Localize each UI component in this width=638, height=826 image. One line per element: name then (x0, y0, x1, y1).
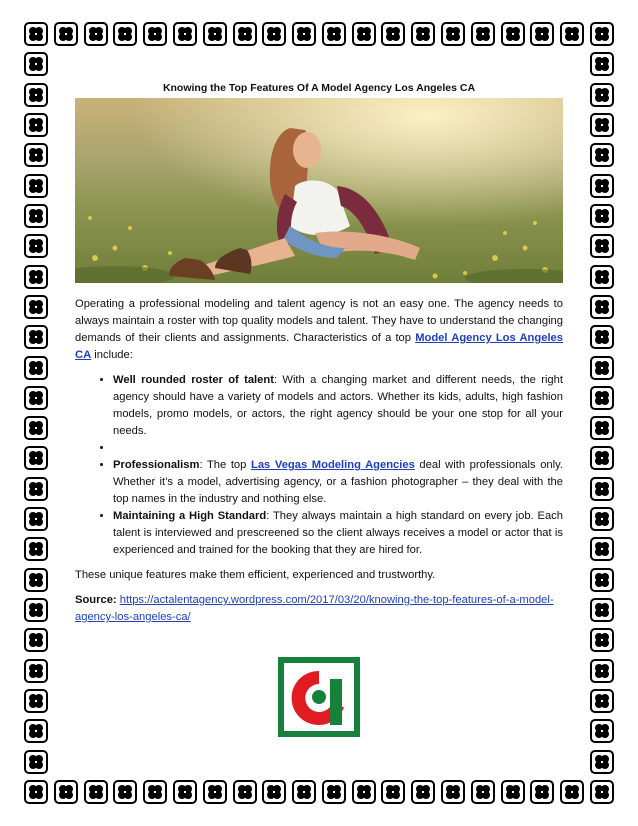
clover-tile-icon (24, 325, 48, 349)
clover-tile-icon (381, 780, 405, 804)
clover-tile-icon (560, 22, 584, 46)
clover-tile-icon (24, 537, 48, 561)
clover-tile-icon (590, 386, 614, 410)
clover-tile-icon (590, 113, 614, 137)
clover-tile-icon (24, 113, 48, 137)
clover-tile-icon (590, 52, 614, 76)
clover-tile-icon (143, 22, 167, 46)
clover-tile-icon (24, 386, 48, 410)
clover-tile-icon (501, 780, 525, 804)
clover-tile-icon (262, 22, 286, 46)
clover-tile-icon (24, 265, 48, 289)
clover-tile-icon (173, 780, 197, 804)
clover-tile-icon (590, 234, 614, 258)
clover-tile-icon (292, 22, 316, 46)
clover-tile-icon (24, 52, 48, 76)
clover-tile-icon (590, 295, 614, 319)
clover-tile-icon (590, 416, 614, 440)
clover-tile-icon (203, 22, 227, 46)
clover-tile-icon (233, 780, 257, 804)
clover-tile-icon (24, 628, 48, 652)
clover-tile-icon (501, 22, 525, 46)
clover-tile-icon (590, 204, 614, 228)
clover-tile-icon (113, 22, 137, 46)
clover-tile-icon (590, 83, 614, 107)
clover-tile-icon (530, 780, 554, 804)
clover-tile-icon (24, 719, 48, 743)
document-title: Knowing the Top Features Of A Model Agency Los Angeles CA (162, 82, 476, 94)
clover-tile-icon (24, 568, 48, 592)
clover-tile-icon (24, 416, 48, 440)
clover-tile-icon (381, 22, 405, 46)
clover-tile-icon (24, 598, 48, 622)
clover-tile-icon (590, 659, 614, 683)
source-label: Source: (75, 594, 117, 606)
clover-tile-icon (590, 628, 614, 652)
clover-tile-icon (322, 780, 346, 804)
list-item: • Professionalism: The top Las Vegas Modeling Agencies deal with professionals only. Whether it’s a model, advertising agency, or a fashion photographer – they deal with the top names in the industry and nothing else. (113, 457, 563, 508)
las-vegas-agencies-link[interactable]: Las Vegas Modeling Agencies (250, 459, 415, 471)
clover-tile-icon (590, 265, 614, 289)
clover-tile-icon (24, 780, 48, 804)
clover-tile-icon (352, 780, 376, 804)
clover-tile-icon (590, 507, 614, 531)
clover-tile-icon (411, 22, 435, 46)
clover-tile-icon (84, 780, 108, 804)
clover-tile-icon (560, 780, 584, 804)
features-list (75, 372, 563, 559)
list-item: • Maintaining a High Standard: They always maintain a high standard on every job. Each talent is interviewed and prescreened so the client always receives a model or actor that is experienced and trained for the booking that they are hired for. (113, 508, 563, 559)
clover-tile-icon (24, 477, 48, 501)
clover-tile-icon (24, 446, 48, 470)
clover-tile-icon (441, 22, 465, 46)
clover-tile-icon (24, 22, 48, 46)
clover-tile-icon (113, 780, 137, 804)
clover-tile-icon (262, 780, 286, 804)
list-item: • Well rounded roster of talent: With a changing market and different needs, the right agency should have a variety of models and actors. Whether its kids, adults, high fashion models, promo models, or actors, the right agency should be your one stop for all your needs. (113, 372, 563, 440)
clover-tile-icon (24, 659, 48, 683)
source-url-link[interactable]: https://actalentagency.wordpress.com/2017/03/20/knowing-the-top-features-of-a-model-agency-los-angeles-ca/ (75, 594, 554, 623)
clover-tile-icon (54, 22, 78, 46)
clover-tile-icon (24, 750, 48, 774)
source-line (75, 592, 563, 626)
clover-tile-icon (143, 780, 167, 804)
clover-tile-icon (24, 689, 48, 713)
closing-paragraph: These unique features make them efficient, experienced and trustworthy. (75, 569, 436, 581)
clover-tile-icon (590, 446, 614, 470)
clover-tile-icon (411, 780, 435, 804)
clover-tile-icon (54, 780, 78, 804)
clover-tile-icon (24, 295, 48, 319)
clover-tile-icon (590, 537, 614, 561)
hero-image (75, 98, 563, 283)
clover-tile-icon (590, 174, 614, 198)
agency-logo (278, 657, 360, 737)
clover-tile-icon (590, 750, 614, 774)
clover-tile-icon (24, 356, 48, 380)
article-body (75, 296, 563, 634)
clover-tile-icon (203, 780, 227, 804)
clover-tile-icon (590, 689, 614, 713)
clover-tile-icon (590, 719, 614, 743)
clover-tile-icon (471, 780, 495, 804)
clover-tile-icon (292, 780, 316, 804)
list-item-empty (113, 440, 563, 457)
clover-tile-icon (84, 22, 108, 46)
clover-tile-icon (590, 143, 614, 167)
clover-tile-icon (173, 22, 197, 46)
clover-tile-icon (233, 22, 257, 46)
clover-tile-icon (530, 22, 554, 46)
clover-tile-icon (590, 325, 614, 349)
clover-tile-icon (590, 780, 614, 804)
clover-tile-icon (590, 356, 614, 380)
clover-tile-icon (441, 780, 465, 804)
clover-tile-icon (352, 22, 376, 46)
clover-tile-icon (590, 477, 614, 501)
clover-tile-icon (590, 598, 614, 622)
model-agency-link[interactable]: Model Agency Los Angeles CA (75, 332, 564, 361)
clover-tile-icon (24, 234, 48, 258)
clover-tile-icon (590, 22, 614, 46)
clover-tile-icon (471, 22, 495, 46)
clover-tile-icon (24, 143, 48, 167)
clover-tile-icon (590, 568, 614, 592)
clover-tile-icon (24, 204, 48, 228)
clover-tile-icon (24, 507, 48, 531)
clover-tile-icon (322, 22, 346, 46)
clover-tile-icon (24, 83, 48, 107)
intro-paragraph: Operating a professional modeling and talent agency is not an easy one. The agency needs to always maintain a roster with top quality models and talent. They have to understand the changing demands of their clients and assignments. Characteristics of a top Model Agency Los Angeles CA include: (75, 298, 564, 361)
clover-tile-icon (24, 174, 48, 198)
